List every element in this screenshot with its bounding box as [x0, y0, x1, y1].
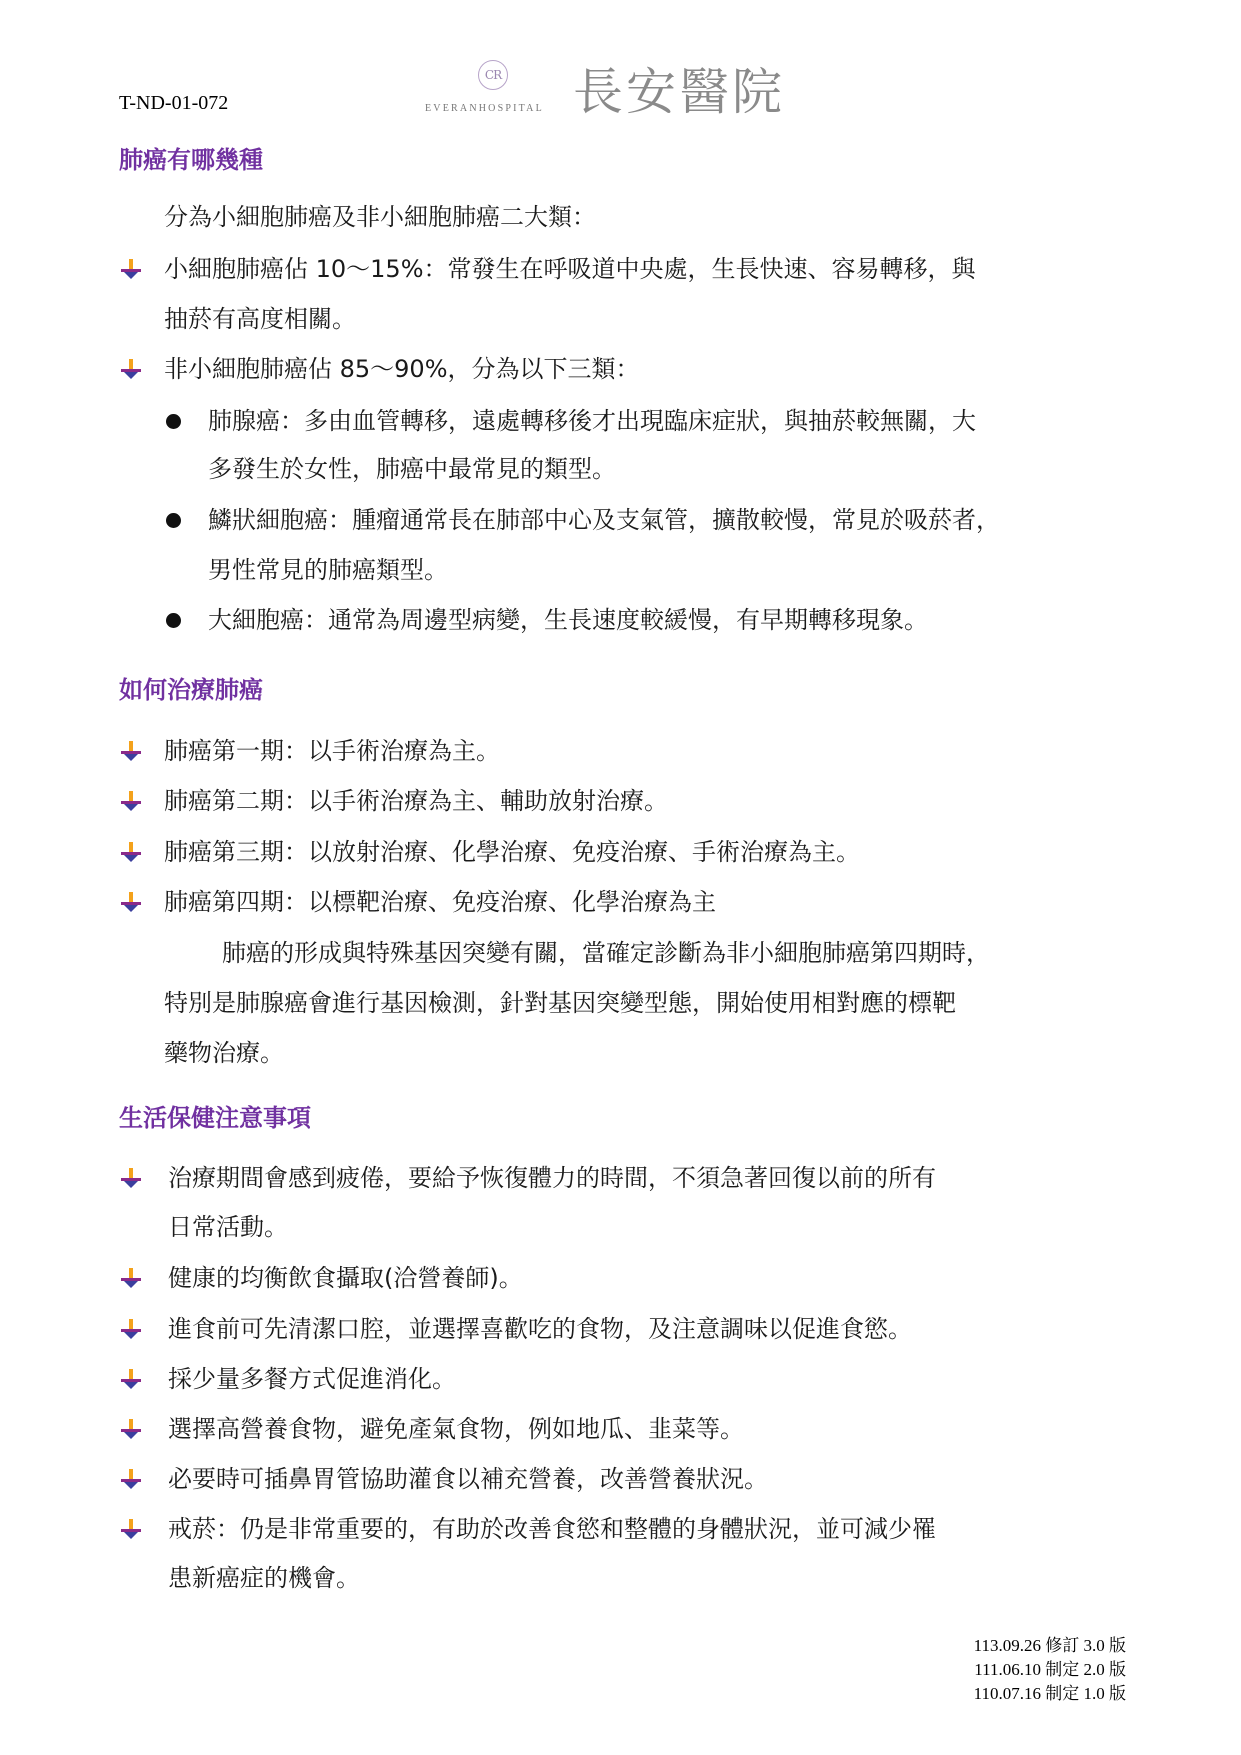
filled-circle-bullet-icon [166, 414, 181, 429]
revision-3: 113.09.26 修訂 3.0 版 [973, 1636, 1126, 1655]
squamous-line-2: 男性常見的肺癌類型。 [208, 556, 448, 584]
care-item-4: 採少量多餐方式促進消化。 [168, 1365, 456, 1393]
filled-circle-bullet-icon [166, 513, 181, 528]
sclc-line-2: 抽菸有高度相關。 [164, 305, 356, 333]
care-item-1-line-2: 日常活動。 [168, 1213, 288, 1241]
care-item-7-line-1: 戒菸：仍是非常重要的，有助於改善食慾和整體的身體狀況，並可減少罹 [168, 1515, 936, 1543]
hospital-logo [425, 60, 835, 124]
filled-circle-bullet-icon [166, 613, 181, 628]
down-arrow-bullet-icon [120, 841, 142, 863]
stage-4-line: 肺癌第四期：以標靶治療、免疫治療、化學治療為主 [164, 888, 716, 916]
logo-english-name: EVERANHOSPITAL [425, 103, 544, 114]
treatment-paragraph-line-1: 肺癌的形成與特殊基因突變有關，當確定診斷為非小細胞肺癌第四期時， [222, 939, 990, 967]
care-item-2: 健康的均衡飲食攝取(洽營養師)。 [168, 1264, 523, 1292]
large-cell-line: 大細胞癌：通常為周邊型病變，生長速度較緩慢，有早期轉移現象。 [208, 606, 928, 634]
stage-1-line: 肺癌第一期：以手術治療為主。 [164, 737, 500, 765]
down-arrow-bullet-icon [120, 740, 142, 762]
types-intro: 分為小細胞肺癌及非小細胞肺癌二大類： [164, 203, 596, 231]
sclc-line-1: 小細胞肺癌佔 10～15%：常發生在呼吸道中央處，生長快速、容易轉移，與 [164, 255, 976, 283]
down-arrow-bullet-icon [120, 1167, 142, 1189]
care-item-7-line-2: 患新癌症的機會。 [168, 1564, 360, 1592]
section-title-care: 生活保健注意事項 [119, 1104, 311, 1132]
adeno-line-2: 多發生於女性，肺癌中最常見的類型。 [208, 455, 616, 483]
revision-history [974, 1634, 1126, 1706]
care-item-6: 必要時可插鼻胃管協助灌食以補充營養，改善營養狀況。 [168, 1465, 768, 1493]
down-arrow-bullet-icon [120, 891, 142, 913]
care-item-3: 進食前可先清潔口腔，並選擇喜歡吃的食物，及注意調味以促進食慾。 [168, 1315, 912, 1343]
down-arrow-bullet-icon [120, 258, 142, 280]
logo-chinese-name: 長安醫院 [573, 63, 785, 121]
down-arrow-bullet-icon [120, 790, 142, 812]
care-item-1-line-1: 治療期間會感到疲倦，要給予恢復體力的時間，不須急著回復以前的所有 [168, 1164, 936, 1192]
document-code: T-ND-01-072 [119, 92, 229, 114]
stage-2-line: 肺癌第二期：以手術治療為主、輔助放射治療。 [164, 787, 668, 815]
treatment-paragraph-line-2: 特別是肺腺癌會進行基因檢測，針對基因突變型態，開始使用相對應的標靶 [164, 989, 956, 1017]
down-arrow-bullet-icon [120, 1267, 142, 1289]
section-title-types: 肺癌有哪幾種 [119, 146, 263, 174]
down-arrow-bullet-icon [120, 1368, 142, 1390]
down-arrow-bullet-icon [120, 1318, 142, 1340]
down-arrow-bullet-icon [120, 1468, 142, 1490]
revision-1: 110.07.16 制定 1.0 版 [973, 1684, 1126, 1703]
nsclc-line: 非小細胞肺癌佔 85～90%，分為以下三類： [164, 355, 640, 383]
squamous-line-1: 鱗狀細胞癌：腫瘤通常長在肺部中心及支氣管，擴散較慢，常見於吸菸者， [208, 506, 1000, 534]
adeno-line-1: 肺腺癌：多由血管轉移，遠處轉移後才出現臨床症狀，與抽菸較無關，大 [208, 407, 976, 435]
logo-emblem-icon: CR [478, 60, 508, 90]
page-header [0, 0, 1241, 130]
down-arrow-bullet-icon [120, 1418, 142, 1440]
section-title-treatment: 如何治療肺癌 [119, 676, 263, 704]
down-arrow-bullet-icon [120, 1518, 142, 1540]
down-arrow-bullet-icon [120, 358, 142, 380]
stage-3-line: 肺癌第三期：以放射治療、化學治療、免疫治療、手術治療為主。 [164, 838, 860, 866]
treatment-paragraph-line-3: 藥物治療。 [164, 1039, 284, 1067]
care-item-5: 選擇高營養食物，避免產氣食物，例如地瓜、韭菜等。 [168, 1415, 744, 1443]
revision-2: 111.06.10 制定 2.0 版 [974, 1660, 1126, 1679]
